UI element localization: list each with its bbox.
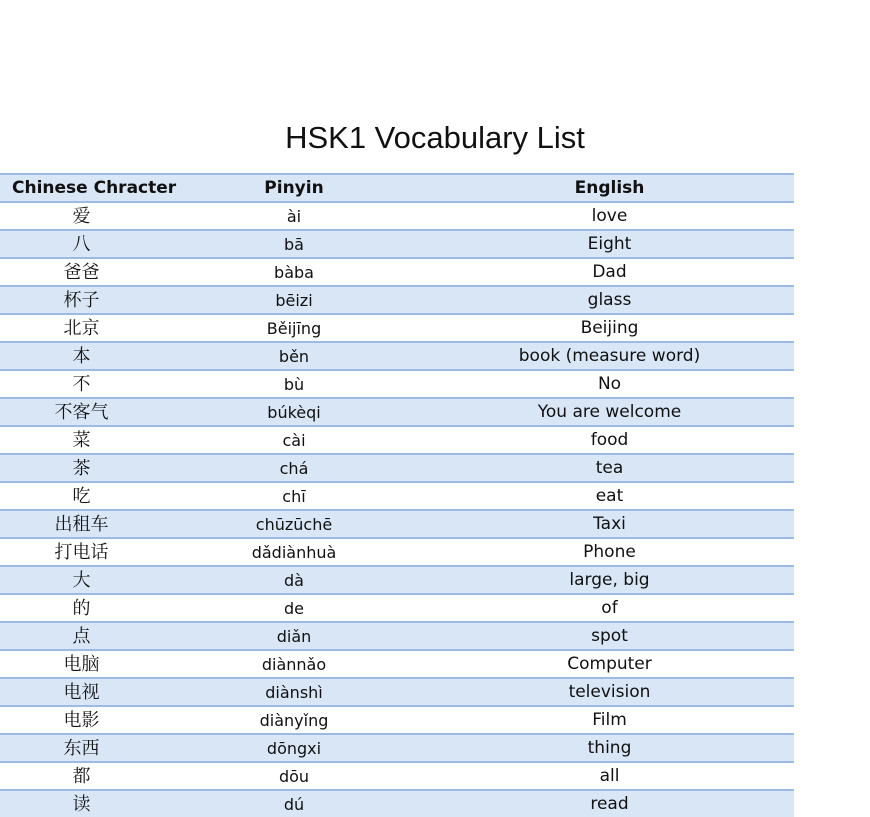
table-header-row (0, 174, 794, 202)
chinese-character-cell: 大 (0, 566, 163, 594)
chinese-character-cell: 点 (0, 622, 163, 650)
pinyin-cell: Běijīng (163, 314, 425, 342)
header-pinyin: Pinyin (163, 174, 425, 202)
english-cell: large, big (425, 566, 794, 594)
chinese-character-cell: 杯子 (0, 286, 163, 314)
english-cell: all (425, 762, 794, 790)
chinese-character-cell: 菜 (0, 426, 163, 454)
pinyin-cell: diànyǐng (163, 706, 425, 734)
english-cell: glass (425, 286, 794, 314)
pinyin-cell: diǎn (163, 622, 425, 650)
english-cell: No (425, 370, 794, 398)
pinyin-cell: bù (163, 370, 425, 398)
table-row (0, 622, 794, 650)
pinyin-cell: dōu (163, 762, 425, 790)
table-row (0, 342, 794, 370)
chinese-character-cell: 出租车 (0, 510, 163, 538)
chinese-character-cell: 电影 (0, 706, 163, 734)
english-cell: You are welcome (425, 398, 794, 426)
english-cell: Taxi (425, 510, 794, 538)
chinese-character-cell: 爸爸 (0, 258, 163, 286)
pinyin-cell: běn (163, 342, 425, 370)
english-cell: television (425, 678, 794, 706)
pinyin-cell: bàba (163, 258, 425, 286)
chinese-character-cell: 的 (0, 594, 163, 622)
pinyin-cell: dǎdiànhuà (163, 538, 425, 566)
vocabulary-table-container (0, 173, 794, 815)
pinyin-cell: diànshì (163, 678, 425, 706)
table-body (0, 202, 794, 817)
pinyin-cell: bēizi (163, 286, 425, 314)
table-row (0, 678, 794, 706)
table-row (0, 230, 794, 258)
table-row (0, 650, 794, 678)
table-row (0, 790, 794, 817)
chinese-character-cell: 都 (0, 762, 163, 790)
english-cell: Dad (425, 258, 794, 286)
table-row (0, 454, 794, 482)
chinese-character-cell: 电脑 (0, 650, 163, 678)
table-row (0, 762, 794, 790)
table-row (0, 594, 794, 622)
pinyin-cell: dú (163, 790, 425, 817)
chinese-character-cell: 八 (0, 230, 163, 258)
table-row (0, 706, 794, 734)
english-cell: Film (425, 706, 794, 734)
english-cell: tea (425, 454, 794, 482)
chinese-character-cell: 打电话 (0, 538, 163, 566)
table-row (0, 426, 794, 454)
chinese-character-cell: 茶 (0, 454, 163, 482)
pinyin-cell: chūzūchē (163, 510, 425, 538)
pinyin-cell: cài (163, 426, 425, 454)
pinyin-cell: chī (163, 482, 425, 510)
english-cell: love (425, 202, 794, 230)
chinese-character-cell: 本 (0, 342, 163, 370)
chinese-character-cell: 不 (0, 370, 163, 398)
pinyin-cell: ài (163, 202, 425, 230)
pinyin-cell: diànnǎo (163, 650, 425, 678)
chinese-character-cell: 东西 (0, 734, 163, 762)
english-cell: book (measure word) (425, 342, 794, 370)
english-cell: thing (425, 734, 794, 762)
chinese-character-cell: 爱 (0, 202, 163, 230)
pinyin-cell: búkèqi (163, 398, 425, 426)
pinyin-cell: dà (163, 566, 425, 594)
table-row (0, 286, 794, 314)
table-row (0, 258, 794, 286)
english-cell: Beijing (425, 314, 794, 342)
english-cell: Eight (425, 230, 794, 258)
header-chinese-character: Chinese Chracter (0, 174, 163, 202)
pinyin-cell: dōngxi (163, 734, 425, 762)
table-row (0, 314, 794, 342)
header-english: English (425, 174, 794, 202)
table-row (0, 566, 794, 594)
english-cell: food (425, 426, 794, 454)
table-row (0, 538, 794, 566)
pinyin-cell: chá (163, 454, 425, 482)
chinese-character-cell: 电视 (0, 678, 163, 706)
table-row (0, 482, 794, 510)
table-row (0, 202, 794, 230)
table-row (0, 510, 794, 538)
english-cell: read (425, 790, 794, 817)
english-cell: of (425, 594, 794, 622)
pinyin-cell: bā (163, 230, 425, 258)
english-cell: Phone (425, 538, 794, 566)
table-row (0, 398, 794, 426)
page-title: HSK1 Vocabulary List (285, 120, 585, 155)
english-cell: eat (425, 482, 794, 510)
pinyin-cell: de (163, 594, 425, 622)
table-row (0, 370, 794, 398)
chinese-character-cell: 读 (0, 790, 163, 817)
chinese-character-cell: 不客气 (0, 398, 163, 426)
chinese-character-cell: 北京 (0, 314, 163, 342)
english-cell: spot (425, 622, 794, 650)
english-cell: Computer (425, 650, 794, 678)
table-row (0, 734, 794, 762)
chinese-character-cell: 吃 (0, 482, 163, 510)
vocabulary-table (0, 173, 794, 817)
